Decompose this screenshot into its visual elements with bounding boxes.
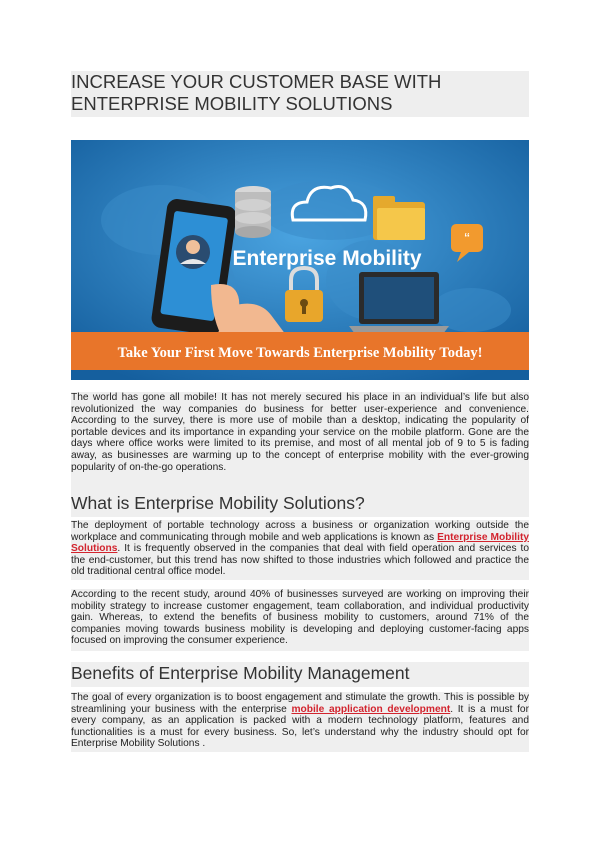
section2-heading: Benefits of Enterprise Mobility Management <box>71 663 410 683</box>
mobile-app-development-link[interactable]: mobile application development <box>291 703 451 715</box>
banner-heading: Enterprise Mobility <box>232 247 422 270</box>
intro-block <box>71 392 529 500</box>
intro-paragraph: The world has gone all mobile! It has not merely secured his place in an individual’s life but also revolutionized the way companies do business for better user-experience and convenience. According to the survey, there is more use of mobile than a desktop, indicating the popularity of portable devices and its importance in expanding your service on the mobile platform. Gone are the days where office works were limited to its premise, and most of all mental job of 9 to 5 is fading away, as businesses are warming up to the concept of enterprise mobility with the ever-growing popularity of on-the-go operations. <box>71 392 529 473</box>
page-title: INCREASE YOUR CUSTOMER BASE WITH ENTERPRISE MOBILITY SOLUTIONS <box>71 71 442 114</box>
section1-p1-text: The deployment of portable technology across a business or organization working outside the workplace and communicating through mobile and web applications is known as <box>71 520 529 543</box>
hero-banner <box>71 140 529 380</box>
section2-paragraph-1 <box>71 692 529 750</box>
svg-text:“: “ <box>464 231 470 248</box>
section1-heading: What is Enterprise Mobility Solutions? <box>71 493 365 513</box>
banner-graphic <box>71 140 529 380</box>
section1-p2-block <box>71 589 529 651</box>
title-box <box>71 71 529 117</box>
section2-p1-block <box>71 692 529 752</box>
enterprise-mobility-solutions-link[interactable]: Enterprise Mobility Solutions <box>71 531 530 555</box>
section1-p1-text-end: . It is frequently observed in the companies that deal with field operation and services to the end-customer, but this trend has now shifted to those industries which followed and practice the old traditional central office model. <box>71 543 529 578</box>
section2-heading-block <box>71 662 529 687</box>
section2-p1-text-end: . It is a must for every company, as an application is packed with a modern technology platform, features and functionalities is a must for every business. So, let’s understand why the industry should opt for Enterprise Mobility Solutions . <box>71 703 529 750</box>
section1-paragraph-1 <box>71 520 529 578</box>
section1-paragraph-2: According to the recent study, around 40% of businesses surveyed are working on improving their mobility strategy to increase customer engagement, team collaboration, and individual productivity gain. Whereas, to extend the benefits of business mobility to customers, around 71% of the companies moving towards business mobility is developing and deploying customer-facing apps focused on improving the consumer experience. <box>71 589 529 647</box>
section2-p1-text: The goal of every organization is to boost engagement and stimulate the growth. This is possible by streamlining your business with the enterprise <box>71 692 529 715</box>
section1-p1-block <box>71 520 529 580</box>
database-icon <box>235 186 271 238</box>
folder-icon <box>373 196 425 240</box>
section1-heading-block <box>71 492 529 517</box>
banner-cta: Take Your First Move Towards Enterprise Mobility Today! <box>117 345 483 361</box>
